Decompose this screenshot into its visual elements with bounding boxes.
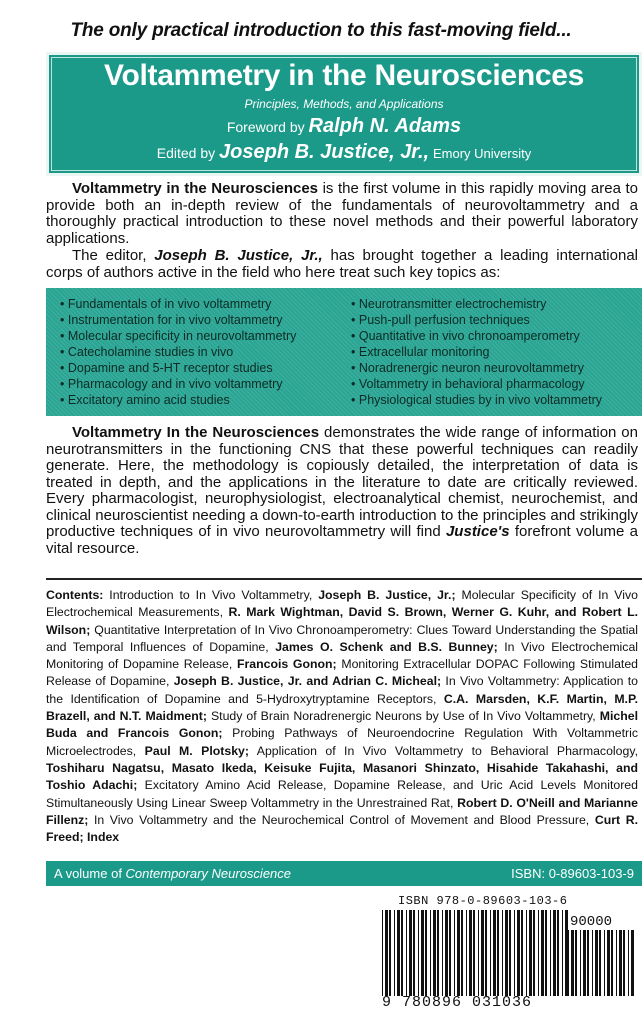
isbn13-label: ISBN 978-0-89603-103-6 (398, 894, 568, 908)
barcode-bar (490, 910, 491, 996)
barcode-bar (437, 910, 439, 996)
barcode-bar (533, 910, 535, 996)
barcode-bar (562, 910, 563, 996)
contents-author: Joseph B. Justice, Jr. and Adrian C. Micheal; (173, 674, 442, 689)
topic-item: • Molecular specificity in neurovoltammetry (60, 328, 341, 344)
barcode-bar (580, 930, 581, 996)
foreword-author: Ralph N. Adams (308, 115, 462, 137)
contents-author: R. Mark Wightman, David S. Brown, Werner G. Kuhr, and Robert L. Wilson; (46, 605, 639, 637)
barcode-bar (457, 910, 460, 996)
topic-item: • Dopamine and 5-HT receptor studies (60, 360, 341, 376)
barcode-bar (607, 930, 610, 996)
summary-paragraph (46, 425, 638, 557)
barcode-bar (469, 910, 472, 996)
barcode-bar (445, 910, 448, 996)
barcode-bar (485, 910, 487, 996)
topic-item: • Push-pull perfusion techniques (351, 312, 632, 328)
topic-item: • Noradrenergic neuron neurovoltammetry (351, 360, 632, 376)
editor-para-post: has brought together a leading international corps of authors active in the field who here treat such key topics as: (46, 247, 638, 281)
barcode-bar (442, 910, 443, 996)
barcode-bar (538, 910, 539, 996)
barcode-bar (409, 910, 412, 996)
barcode-bar (550, 910, 551, 996)
contents-author: James O. Schenk and B.S. Bunney; (275, 639, 498, 654)
series-name: Contemporary Neuroscience (125, 866, 292, 881)
barcode-bar (406, 910, 407, 996)
editor-para-name: Joseph B. Justice, Jr., (154, 247, 323, 264)
tagline: The only practical introduction to this fast-moving field... (70, 20, 572, 41)
contents-chapter: Excitatory Amino Acid Release, Dopamine Release, and Uric Acid Levels Monitored Stimultaneously Using Linear Sweep Voltammetry in the Unrestrained Rat, (46, 778, 638, 810)
summary-end: forefront volume a vital resource. (46, 523, 638, 557)
addon-barcode (568, 930, 638, 996)
barcode-bar (382, 910, 383, 996)
contents-chapter: Probing Pathways of Neuroendocrine Regulation With Voltammetric Microelectrodes, (46, 726, 639, 758)
barcode-area (380, 890, 642, 1020)
topic-item: • Fundamentals of in vivo voltammetry (60, 296, 341, 312)
title-banner (46, 52, 642, 176)
series-bar (46, 861, 642, 886)
contents-author: Robert D. O'Neill and Marianne Fillenz; (46, 795, 639, 827)
barcode-bar (425, 910, 427, 996)
barcode-bar (541, 910, 544, 996)
barcode-bar (529, 910, 532, 996)
summary-text: demonstrates the wide range of information on neurotransmitters in the functioning CNS that these powerful techniques can readily generate. Here, the methodology is copiously detailed, the interpretation of data is treated in depth, and the applications in the literature to date are critically reviewed. Every pharmacologist, neurophysiologist, electroanalytical chemist, neurochemist, and clinical neuroscientist needing a down-to-earth introduction to the principles and strikingly productive techniques of in vivo neurovoltammetry will find (46, 424, 638, 540)
barcode-bar (619, 930, 622, 996)
foreword-line (49, 115, 639, 138)
edited-label: Edited by (156, 145, 216, 161)
barcode-bar (595, 930, 598, 996)
series-prefix: A volume of (54, 866, 126, 881)
barcode-bar (401, 910, 403, 996)
barcode-bar (623, 930, 625, 996)
isbn-label: ISBN: 0-89603-103-9 (511, 866, 634, 881)
contents-chapter: Introduction to In Vivo Voltammetry, (103, 588, 319, 602)
barcode-bar (526, 910, 527, 996)
barcode-bar (478, 910, 479, 996)
editor-para-pre: The editor, (72, 247, 155, 264)
barcode-bar (397, 910, 400, 996)
contents-author: Paul M. Plotsky; (144, 743, 249, 758)
contents-chapter: Application of In Vivo Voltammetry to Behavioral Pharmacology, (249, 743, 638, 758)
barcode-bar (418, 910, 419, 996)
contents-chapter: Quantitative Interpretation of In Vivo Chronoamperometry: Clues Toward Understanding the Spatial and Temporal Influences of Dopamine, (46, 622, 638, 654)
editor-line (49, 141, 639, 164)
barcode-bar (611, 930, 613, 996)
topic-item: • Catecholamine studies in vivo (60, 344, 341, 360)
barcode-bar (514, 910, 515, 996)
contents-author: Francois Gonon; (237, 657, 337, 672)
intro-book-title: Voltammetry in the Neurosciences (72, 180, 319, 197)
barcode-bar (509, 910, 511, 996)
barcode-bar (568, 930, 569, 996)
summary-editor: Justice's (445, 523, 510, 540)
barcode-bar (433, 910, 436, 996)
barcode-bar (599, 930, 601, 996)
intro-text: is the first volume in this rapidly moving area to provide both an in-depth review of the fundamentals of neurovoltammetry and a thoroughly practical introduction to these novel methods and their powerful laboratory applications. (46, 180, 638, 247)
barcode-digits: 9 780896 031036 (382, 994, 533, 1011)
barcode-bar (389, 910, 391, 996)
topic-item: • Physiological studies by in vivo voltammetry (351, 392, 632, 408)
book-subtitle: Principles, Methods, and Applications (244, 97, 444, 111)
barcode-bar (394, 910, 395, 996)
topic-item: • Excitatory amino acid studies (60, 392, 341, 408)
barcode-bar (505, 910, 508, 996)
barcode-bar (604, 930, 605, 996)
contents-author: Michel Buda and Francois Gonon; (46, 709, 638, 741)
barcode-bar (631, 930, 634, 996)
barcode-bar (553, 910, 556, 996)
contents-author: Index (83, 830, 120, 845)
barcode-bar (502, 910, 503, 996)
barcode-bar (497, 910, 499, 996)
barcode-bar (466, 910, 467, 996)
barcode-bar (545, 910, 547, 996)
barcode-bar (517, 910, 520, 996)
barcode-bar (481, 910, 484, 996)
contents-author: Joseph B. Justice, Jr.; (318, 588, 456, 602)
barcode-bar (571, 930, 574, 996)
barcode-bar (575, 930, 577, 996)
summary-book-title: Voltammetry In the Neurosciences (72, 424, 320, 441)
barcode-bar (587, 930, 589, 996)
topics-right-column (351, 296, 632, 416)
contents-chapter: In Vivo Voltammetry and the Neurochemical Control of Movement and Blood Pressure, (88, 812, 595, 827)
contents-author: Curt R. Freed; (46, 812, 638, 845)
topic-item: • Instrumentation for in vivo voltammetry (60, 312, 341, 328)
contents-author: Toshiharu Nagatsu, Masato Ikeda, Keisuke Fujita, Masanori Shinzato, Hisahide Takahashi, and Toshio Adachi; (46, 760, 638, 793)
barcode-bar (413, 910, 415, 996)
barcode-bar (461, 910, 463, 996)
book-title: Voltammetry in the Neurosciences (103, 59, 584, 92)
ean-barcode (382, 910, 572, 996)
contents-author: C.A. Marsden, K.F. Martin, M.P. Brazell, and N.T. Maidment; (46, 691, 639, 724)
topic-item: • Quantitative in vivo chronoamperometry (351, 328, 632, 344)
topics-left-column (60, 296, 341, 416)
section-divider (46, 578, 642, 580)
barcode-bar (521, 910, 523, 996)
topic-item: • Pharmacology and in vivo voltammetry (60, 376, 341, 392)
intro-paragraph (46, 181, 638, 247)
key-topics-box (46, 288, 642, 416)
price-code: 90000 (570, 914, 613, 930)
barcode-bar (473, 910, 475, 996)
barcode-bar (616, 930, 617, 996)
barcode-bar (385, 910, 388, 996)
barcode-bar (583, 930, 586, 996)
topic-item: • Extracellular monitoring (351, 344, 632, 360)
foreword-label: Foreword by (226, 119, 305, 135)
barcode-bar (592, 930, 593, 996)
table-of-contents (46, 587, 638, 846)
barcode-bar (421, 910, 424, 996)
barcode-bar (628, 930, 629, 996)
contents-chapter: In Vivo Voltammetry: Application to the Identification of Dopamine and 5-Hydroxytryptamine Receptors, (46, 674, 638, 706)
contents-chapter: Monitoring Extracellular DOPAC Following Stimulated Release of Dopamine, (46, 657, 639, 689)
contents-chapter: Molecular Specificity of In Vivo Electrochemical Measurements, (46, 588, 639, 620)
editor-name: Joseph B. Justice, Jr., (219, 141, 430, 163)
barcode-bar (557, 910, 559, 996)
contents-label: Contents: (46, 588, 104, 602)
barcode-bar (449, 910, 451, 996)
contents-chapter: Study of Brain Noradrenergic Neurons by Use of In Vivo Voltammetry, (206, 709, 600, 724)
barcode-bar (454, 910, 455, 996)
contents-chapter: In Vivo Electrochemical Monitoring of Dopamine Release, (46, 639, 639, 672)
editor-paragraph (46, 248, 638, 281)
barcode-bar (493, 910, 496, 996)
topic-item: • Neurotransmitter electrochemistry (351, 296, 632, 312)
barcode-bar (430, 910, 431, 996)
editor-affiliation: Emory University (433, 146, 532, 161)
topic-item: • Voltammetry in behavioral pharmacology (351, 376, 632, 392)
